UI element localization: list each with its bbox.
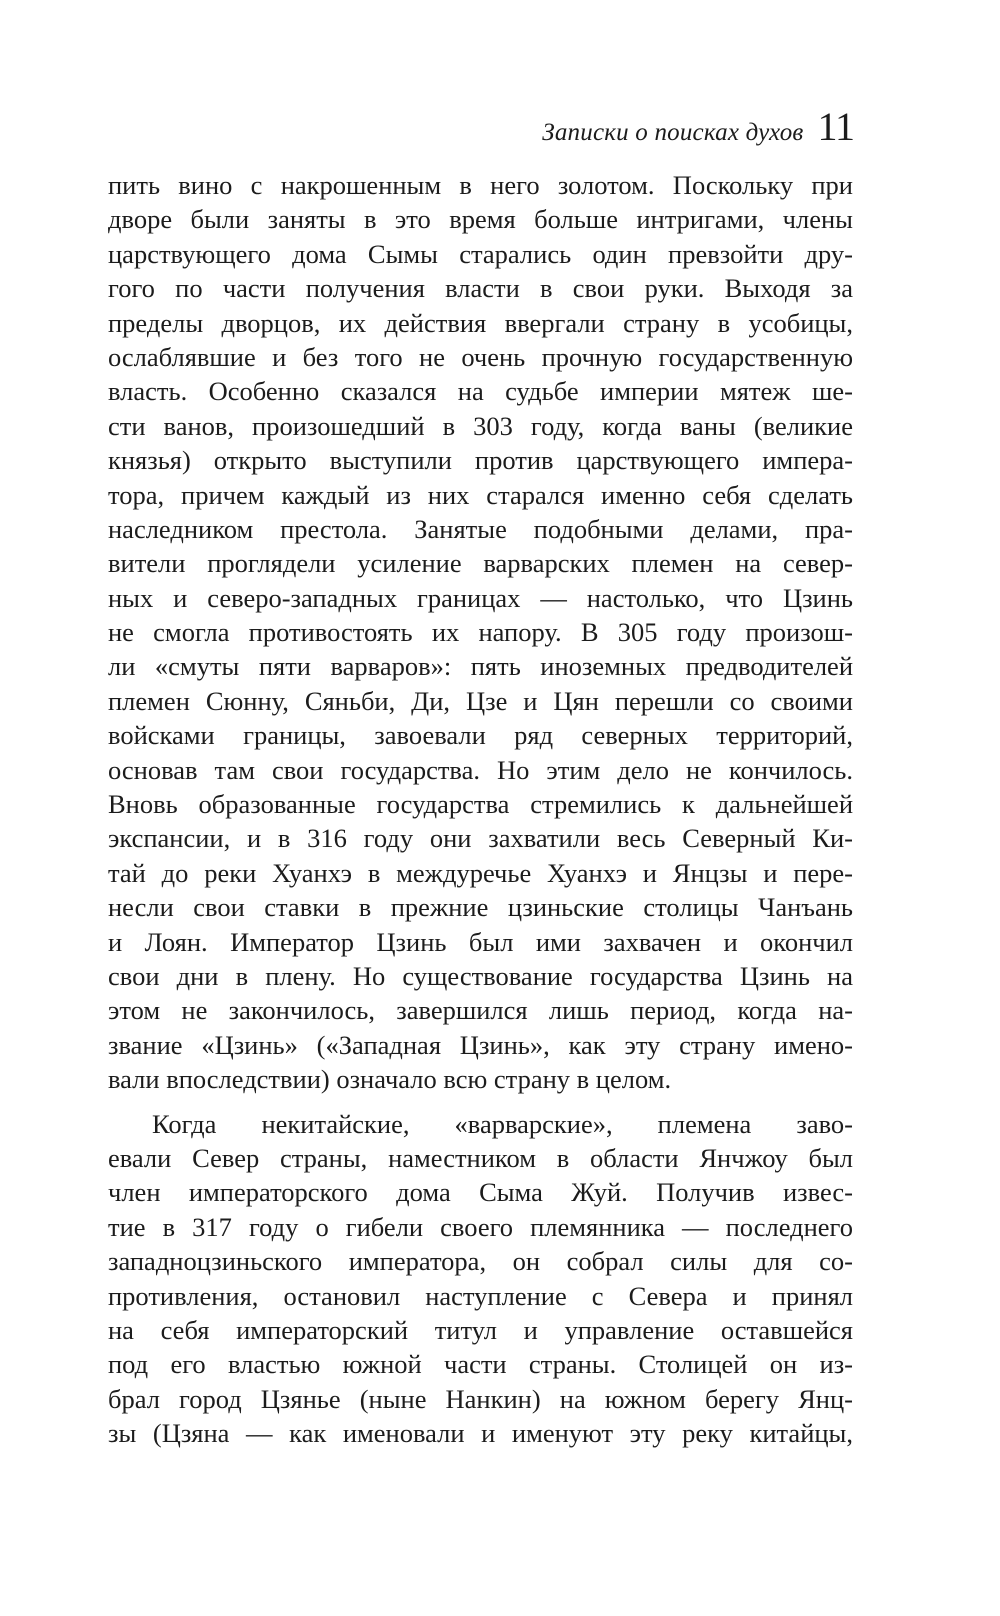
page-number: 11	[817, 104, 854, 149]
text-line: не смогла противостоять их напору. В 305 году произош-	[108, 617, 853, 648]
text-line: Когда некитайские, «варварские», племена заво-	[152, 1108, 853, 1139]
text-line: звание «Цзинь» («Западная Цзинь», как эту страну имено-	[108, 1029, 853, 1060]
text-line: гого по части получения власти в свои руки. Выходя за	[108, 273, 853, 304]
text-line: тие в 317 году о гибели своего племянника — последнего	[108, 1211, 853, 1242]
text-line: ли «смуты пяти варваров»: пять иноземных предводителей	[108, 651, 853, 682]
text-line: сти ванов, произошедший в 303 году, когда ваны (великие	[108, 410, 853, 441]
text-line: свои дни в плену. Но существование государства Цзинь на	[108, 960, 853, 991]
text-line: евали Север страны, наместником в области Янчжоу был	[108, 1142, 853, 1173]
text-line: царствующего дома Сымы старались один превзойти дру-	[108, 238, 853, 269]
text-line: власть. Особенно сказался на судьбе империи мятеж ше-	[108, 376, 853, 407]
text-line: пределы дворцов, их действия ввергали страну в усобицы,	[108, 307, 853, 338]
text-line: войсками границы, завоевали ряд северных территорий,	[108, 720, 853, 751]
running-header-title: Записки о поисках духов	[542, 119, 804, 146]
text-line: на себя императорский титул и управление оставшейся	[108, 1314, 853, 1345]
text-line: князья) открыто выступили против царствующего импера-	[108, 445, 853, 476]
text-line: и Лоян. Император Цзинь был ими захвачен и окончил	[108, 926, 853, 957]
text-line: вали впоследствии) означало всю страну в целом.	[108, 1064, 672, 1095]
body-text	[108, 168, 853, 1450]
text-line: вители проглядели усиление варварских племен на север-	[108, 548, 853, 579]
text-line: несли свои ставки в прежние цзиньские столицы Чанъань	[108, 892, 853, 923]
text-line: ослаблявшие и без того не очень прочную государственную	[108, 341, 853, 372]
text-line: пить вино с накрошенным в него золотом. Поскольку при	[108, 170, 853, 200]
text-line: экспансии, и в 316 году они захватили весь Северный Ки-	[108, 823, 853, 854]
text-line: тай до реки Хуанхэ в междуречье Хуанхэ и Янцзы и пере-	[108, 857, 853, 888]
text-line: тора, причем каждый из них старался именно себя сделать	[108, 479, 853, 510]
running-header	[542, 103, 854, 150]
text-line: Вновь образованные государства стремились к дальнейшей	[108, 789, 853, 820]
text-line: наследником престола. Занятые подобными делами, пра-	[108, 513, 853, 544]
text-line: племен Сюнну, Сяньби, Ди, Цзе и Цян перешли со своими	[108, 685, 853, 716]
text-line: ных и северо-западных границах — настолько, что Цзинь	[108, 582, 853, 613]
text-line: западноцзиньского императора, он собрал силы для со-	[108, 1246, 853, 1277]
text-line: этом не закончилось, завершился лишь период, когда на-	[108, 995, 853, 1026]
text-line: под его властью южной части страны. Столицей он из-	[108, 1349, 853, 1380]
paragraph	[108, 168, 853, 1097]
text-line: брал город Цзянье (ныне Нанкин) на южном берегу Янц-	[108, 1383, 853, 1414]
text-line: член императорского дома Сыма Жуй. Получив извес-	[108, 1177, 853, 1208]
text-line: противления, остановил наступление с Севера и принял	[108, 1280, 853, 1311]
text-line: зы (Цзяна — как именовали и именуют эту реку китайцы,	[108, 1418, 853, 1449]
text-line: дворе были заняты в это время больше интригами, члены	[108, 204, 853, 235]
text-line: основав там свои государства. Но этим дело не кончилось.	[108, 754, 853, 785]
paragraph	[108, 1107, 853, 1451]
